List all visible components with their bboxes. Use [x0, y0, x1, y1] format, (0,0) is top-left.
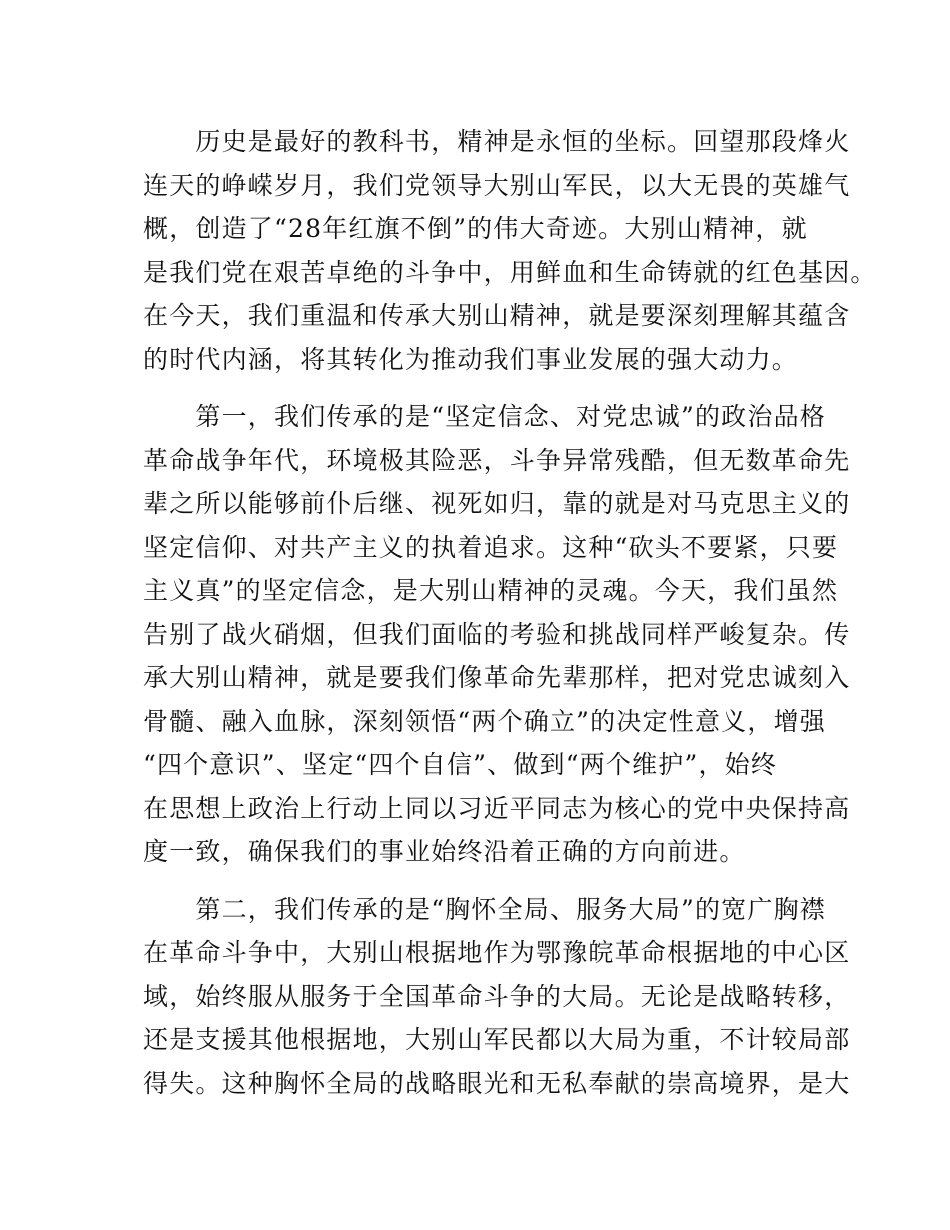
text-line: 承大别山精神，就是要我们像革命先辈那样，把对党忠诚刻入 [143, 663, 851, 692]
text-line: 辈之所以能够前仆后继、视死如归，靠的就是对马克思主义的 [143, 489, 851, 518]
paragraph-1 [143, 120, 877, 381]
text-line: 度一致，确保我们的事业始终沿着正确的方向前进。 [143, 837, 746, 866]
text-line: 是我们党在艰苦卓绝的斗争中，用鲜血和生命铸就的红色基因。 [143, 257, 877, 287]
text-line: 第二，我们传承的是“胸怀全局、服务大局”的宽广胸襟 [143, 894, 826, 924]
text-line: 连天的峥嵘岁月，我们党领导大别山军民，以大无畏的英雄气 [143, 170, 851, 200]
text-line: 概，创造了“28年红旗不倒”的伟大奇迹。大别山精神，就 [143, 214, 808, 243]
text-line: 历史是最好的教科书，精神是永恒的坐标。回望那段烽火 [143, 127, 851, 156]
text-line: 的时代内涵，将其转化为推动我们事业发展的强大动力。 [143, 344, 799, 374]
text-line: 还是支援其他根据地，大别山军民都以大局为重，不计较局部 [143, 1025, 851, 1054]
text-line: 在革命斗争中，大别山根据地作为鄂豫皖革命根据地的中心区 [143, 938, 851, 967]
text-line: “四个意识”、坚定“四个自信”、做到“两个维护”，始终 [143, 750, 778, 779]
paragraph-2 [143, 395, 851, 874]
text-line: 坚定信仰、对共产主义的执着追求。这种“砍头不要紧，只要 [143, 532, 839, 562]
paragraph-3 [143, 888, 851, 1106]
text-line: 在今天，我们重温和传承大别山精神，就是要深刻理解其蕴含 [143, 301, 851, 330]
text-line: 告别了战火硝烟，但我们面临的考验和挑战同样严峻复杂。传 [143, 619, 851, 649]
text-line: 域，始终服从服务于全国革命斗争的大局。无论是战略转移， [143, 981, 851, 1011]
document-body [143, 120, 877, 1105]
text-line: 骨髓、融入血脉，深刻领悟“两个确立”的决定性意义，增强 [143, 706, 826, 736]
text-line: 在思想上政治上行动上同以习近平同志为核心的党中央保持高 [143, 793, 851, 823]
text-line: 革命战争年代，环境极其险恶，斗争异常残酷，但无数革命先 [143, 445, 851, 475]
text-line: 第一，我们传承的是“坚定信念、对党忠诚”的政治品格 [143, 402, 826, 431]
text-line: 得失。这种胸怀全局的战略眼光和无私奉献的崇高境界，是大 [143, 1068, 851, 1098]
text-line: 主义真”的坚定信念，是大别山精神的灵魂。今天，我们虽然 [143, 576, 839, 605]
